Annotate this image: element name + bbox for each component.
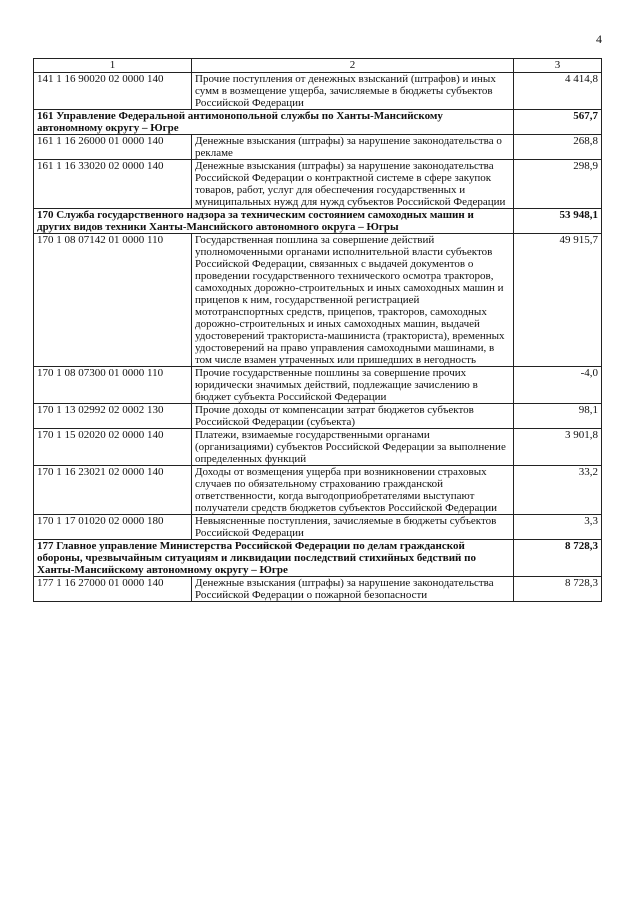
income-code: 170 1 15 02020 02 0000 140 xyxy=(34,429,192,466)
income-code: 170 1 16 23021 02 0000 140 xyxy=(34,466,192,515)
income-code: 161 1 16 33020 02 0000 140 xyxy=(34,160,192,209)
header-col-2: 2 xyxy=(192,59,514,73)
income-amount: 3,3 xyxy=(514,515,602,540)
header-col-1: 1 xyxy=(34,59,192,73)
income-amount: 3 901,8 xyxy=(514,429,602,466)
income-description: Прочие доходы от компенсации затрат бюджетов субъектов Российской Федерации (субъекта) xyxy=(192,404,514,429)
section-title: 177 Главное управление Министерства Российской Федерации по делам гражданской обороны, чрезвычайным ситуациям и ликвидации последствий стихийных бедствий по Ханты-Мансийскому автономному округу – Югре xyxy=(34,540,514,577)
table-row xyxy=(34,466,602,515)
section-row xyxy=(34,540,602,577)
page-number: 4 xyxy=(596,32,602,46)
table-row xyxy=(34,429,602,466)
income-description: Денежные взыскания (штрафы) за нарушение законодательства о рекламе xyxy=(192,135,514,160)
section-title: 170 Служба государственного надзора за техническим состоянием самоходных машин и других видов техники Ханты-Мансийского автономного округа – Югры xyxy=(34,209,514,234)
section-amount: 8 728,3 xyxy=(514,540,602,577)
table-row xyxy=(34,577,602,602)
income-amount: 298,9 xyxy=(514,160,602,209)
income-description: Денежные взыскания (штрафы) за нарушение законодательства Российской Федерации о пожарной безопасности xyxy=(192,577,514,602)
income-amount: 268,8 xyxy=(514,135,602,160)
income-amount: 4 414,8 xyxy=(514,73,602,110)
table-row xyxy=(34,73,602,110)
income-amount: 8 728,3 xyxy=(514,577,602,602)
income-code: 161 1 16 26000 01 0000 140 xyxy=(34,135,192,160)
section-row xyxy=(34,110,602,135)
table-row xyxy=(34,135,602,160)
section-row xyxy=(34,209,602,234)
table-row xyxy=(34,404,602,429)
table-row xyxy=(34,160,602,209)
income-code: 177 1 16 27000 01 0000 140 xyxy=(34,577,192,602)
table-row xyxy=(34,367,602,404)
section-amount: 567,7 xyxy=(514,110,602,135)
revenue-table xyxy=(33,58,602,602)
income-description: Прочие государственные пошлины за совершение прочих юридически значимых действий, подлежащие зачислению в бюджет субъекта Российской Федерации xyxy=(192,367,514,404)
table-body xyxy=(34,59,602,602)
table-row xyxy=(34,515,602,540)
income-code: 170 1 13 02992 02 0002 130 xyxy=(34,404,192,429)
income-code: 170 1 08 07300 01 0000 110 xyxy=(34,367,192,404)
income-description: Денежные взыскания (штрафы) за нарушение законодательства Российской Федерации о контрактной системе в сфере закупок товаров, работ, услуг для обеспечения государственных и муниципальных нужд для нужд субъектов Российской Федерации xyxy=(192,160,514,209)
income-description: Прочие поступления от денежных взысканий (штрафов) и иных сумм в возмещение ущерба, зачисляемые в бюджеты субъектов Российской Федерации xyxy=(192,73,514,110)
income-code: 141 1 16 90020 02 0000 140 xyxy=(34,73,192,110)
income-code: 170 1 17 01020 02 0000 180 xyxy=(34,515,192,540)
income-description: Государственная пошлина за совершение действий уполномоченными органами исполнительной власти субъектов Российской Федерации, связанных с выдачей документов о проведении государственного технического осмотра тракторов, самоходных дорожно-строительных и иных самоходных машин и прицепов к ним, государственной регистрацией мототранспортных средств, прицепов, тракторов, самоходных дорожно-строительных и иных самоходных машин, выдачей удостоверений тракториста-машиниста (тракториста), временных удостоверений на право управления самоходными машинами, в том числе взамен утраченных или пришедших в негодность xyxy=(192,234,514,367)
income-amount: 49 915,7 xyxy=(514,234,602,367)
income-amount: -4,0 xyxy=(514,367,602,404)
table-row xyxy=(34,234,602,367)
income-code: 170 1 08 07142 01 0000 110 xyxy=(34,234,192,367)
header-row xyxy=(34,59,602,73)
income-description: Невыясненные поступления, зачисляемые в бюджеты субъектов Российской Федерации xyxy=(192,515,514,540)
section-title: 161 Управление Федеральной антимонопольной службы по Ханты-Мансийскому автономному округу – Югре xyxy=(34,110,514,135)
income-amount: 33,2 xyxy=(514,466,602,515)
income-amount: 98,1 xyxy=(514,404,602,429)
header-col-3: 3 xyxy=(514,59,602,73)
income-description: Платежи, взимаемые государственными органами (организациями) субъектов Российской Федерации за выполнение определенных функций xyxy=(192,429,514,466)
section-amount: 53 948,1 xyxy=(514,209,602,234)
income-description: Доходы от возмещения ущерба при возникновении страховых случаев по обязательному страхованию гражданской ответственности, когда выгодоприобретателями выступают получатели средств бюджетов субъектов Российской Федерации xyxy=(192,466,514,515)
